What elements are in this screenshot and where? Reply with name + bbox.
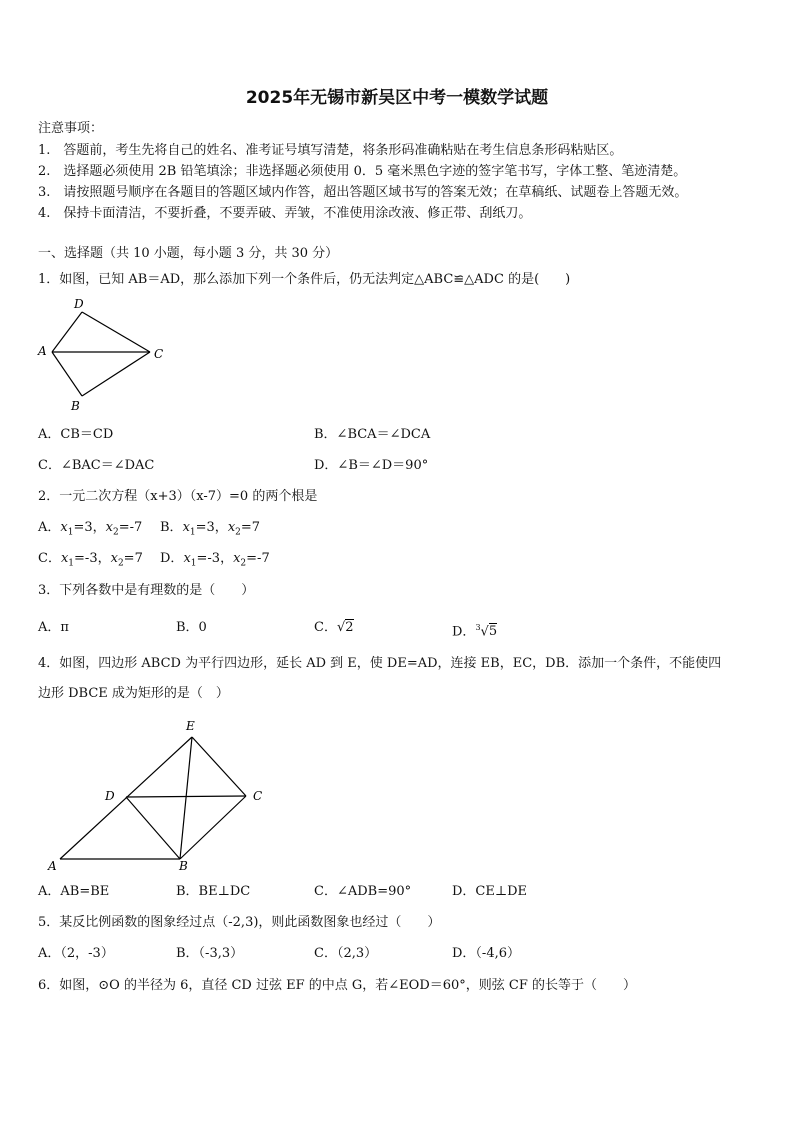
- option-c: C．∠BAC＝∠DAC: [38, 458, 155, 473]
- cbrt-sign: √: [480, 624, 489, 640]
- option-b: B．（-3,3）: [176, 946, 244, 961]
- question-2-stem: 2．一元二次方程（x+3）（x-7）=0 的两个根是: [38, 489, 318, 504]
- note-item: 3. 请按照题号顺序在各题目的答题区域内作答，超出答题区域书写的答案无效；在草稿纸、试题卷上答题无效。: [38, 185, 688, 200]
- option-d: D．$^3$√5: [452, 623, 498, 640]
- point-label-d: D: [74, 297, 84, 311]
- option-a: A．AB=BE: [38, 884, 110, 899]
- point-label-c: C: [253, 789, 263, 803]
- sqrt-sign: √: [336, 620, 346, 635]
- option-c: C．（2,3）: [314, 946, 378, 961]
- note-item: 1. 答题前，考生先将自己的姓名、准考证号填写清楚，将条形码准确粘贴在考生信息条形码粘贴区。: [38, 143, 623, 158]
- question-1-stem: 1．如图，已知 AB＝AD，那么添加下列一个条件后，仍无法判定△ABC≌△ADC 的是( ): [38, 272, 571, 287]
- option-b: B．0: [176, 620, 207, 635]
- question-1-figure: [30, 294, 180, 416]
- note-item: 4. 保持卡面清洁，不要折叠，不要弄破、弄皱，不准使用涂改液、修正带、刮纸刀。: [38, 206, 532, 221]
- point-label-b: B: [179, 859, 188, 873]
- section-heading: 一、选择题（共 10 小题，每小题 3 分，共 30 分）: [38, 246, 339, 261]
- question-3-stem: 3．下列各数中是有理数的是（ ）: [38, 583, 255, 598]
- option-a: A．（2，-3）: [38, 946, 114, 961]
- option-d: D．$x_1=-3$，$x_2=-7$: [160, 551, 270, 569]
- option-b: B．∠BCA＝∠DCA: [314, 427, 431, 442]
- point-label-d: D: [105, 789, 115, 803]
- option-c: C．∠ADB=90°: [314, 884, 412, 899]
- page-title: 2025年无锡市新吴区中考一模数学试题: [245, 88, 549, 108]
- option-d: D．∠B＝∠D＝90°: [314, 458, 429, 473]
- option-c: C．$x_1=-3$，$x_2=7$: [38, 551, 143, 569]
- point-label-a: A: [48, 859, 57, 873]
- note-item: 2. 选择题必须使用 2B 铅笔填涂；非选择题必须使用 0．5 毫米黑色字迹的签字笔书写，字体工整、笔迹清楚。: [38, 164, 687, 179]
- question-4-stem-line1: 4．如图，四边形 ABCD 为平行四边形，延长 AD 到 E，使 DE=AD，连接 EB，EC，DB．添加一个条件，不能使四: [38, 656, 722, 671]
- option-c: C．√2: [314, 620, 354, 635]
- option-b: B．$x_1=3$，$x_2=7$: [160, 520, 261, 538]
- option-a: A．π: [38, 620, 69, 635]
- point-label-e: E: [186, 719, 195, 733]
- option-b: B．BE⊥DC: [176, 884, 251, 899]
- point-label-b: B: [71, 399, 80, 413]
- point-label-c: C: [154, 347, 164, 361]
- question-4-figure: [40, 712, 280, 876]
- question-5-stem: 5．某反比例函数的图象经过点（-2,3)，则此函数图象也经过（ ）: [38, 915, 441, 930]
- question-6-stem: 6．如图，⊙O 的半径为 6，直径 CD 过弦 EF 的中点 G，若∠EOD＝60°，则弦 CF 的长等于（ ）: [38, 978, 637, 993]
- option-a: A．CB＝CD: [38, 427, 114, 442]
- point-label-a: A: [38, 344, 47, 358]
- option-d: D．CE⊥DE: [452, 884, 527, 899]
- question-4-stem-line2: 边形 DBCE 成为矩形的是（ ）: [38, 686, 229, 701]
- option-d: D．（-4,6）: [452, 946, 520, 961]
- notes-heading: 注意事项：: [38, 121, 104, 136]
- option-a: A．$x_1=3$，$x_2=-7$: [38, 520, 143, 538]
